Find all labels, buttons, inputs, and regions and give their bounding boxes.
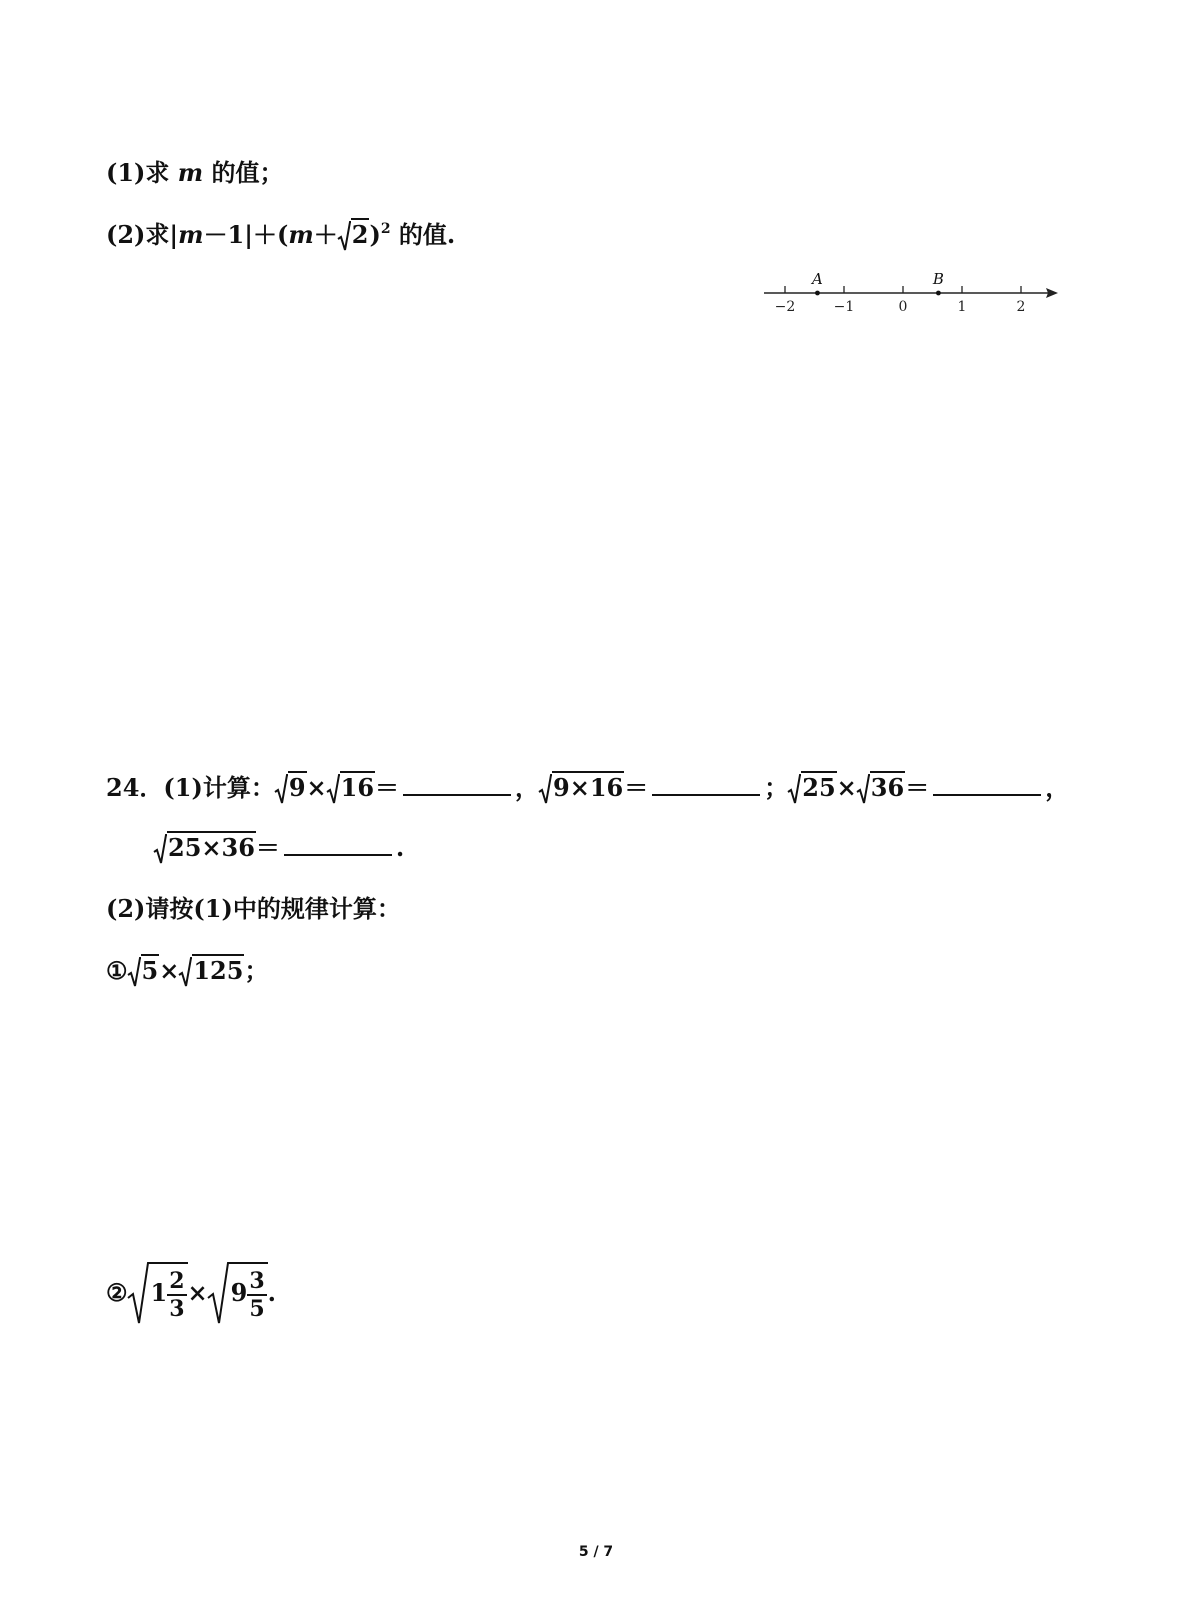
sqrt-mixed-9-3-5	[208, 1262, 268, 1324]
fraction-3-5-numerator: 3	[249, 1267, 265, 1294]
sqrt-mixed-1-radicand	[150, 1262, 188, 1322]
q23-part2-tail: 的值.	[390, 220, 456, 249]
page-number: 5 / 7	[578, 1544, 614, 1560]
q23-part1-text2: 的值；	[203, 158, 284, 187]
q23-part1-num: (1)	[106, 158, 146, 187]
q23-part2-plus: ＋	[313, 220, 338, 249]
sqrt-2-radicand: 2	[351, 220, 369, 249]
equals-4: ＝	[255, 833, 280, 862]
sqrt-36	[857, 771, 905, 805]
q23-part2-m1: m	[178, 220, 204, 249]
sqrt-mixed-9-radicand	[230, 1262, 268, 1322]
sqrt-36-radicand: 36	[870, 773, 905, 802]
item1-mark: ①	[106, 956, 128, 985]
answer-blank-2[interactable]	[652, 770, 760, 796]
q24-part2-label: (2)请按(1)中的规律计算：	[106, 894, 401, 923]
mixed-1-whole: 1	[150, 1278, 168, 1307]
sqrt-125-radicand: 125	[193, 956, 244, 985]
sqrt-mixed-1-2-3	[128, 1262, 188, 1324]
sep-1: ，	[515, 773, 540, 802]
sqrt-125	[179, 954, 244, 988]
q24-part1-line1	[106, 770, 1069, 805]
answer-blank-1[interactable]	[403, 770, 511, 796]
point-B	[936, 291, 941, 296]
times-3: ×	[836, 773, 857, 802]
fraction-2-3	[167, 1268, 186, 1322]
point-A	[815, 291, 820, 296]
equals-2: ＝	[624, 773, 649, 802]
fraction-2-3-denominator: 3	[169, 1295, 185, 1322]
q24-part2-item2	[106, 1262, 276, 1324]
sqrt-5-radicand: 5	[141, 956, 159, 985]
point-label-A: A	[812, 270, 823, 288]
q23-part2-num: (2)	[106, 220, 146, 249]
tick-label-1: −1	[833, 299, 855, 315]
sqrt-2	[338, 218, 370, 252]
q23-part2	[106, 218, 455, 256]
sqrt-16	[327, 771, 375, 805]
item1-times: ×	[159, 956, 180, 985]
tick-label-0: −2	[774, 299, 796, 315]
item2-mark: ②	[106, 1278, 128, 1307]
equals-3: ＝	[905, 773, 930, 802]
fraction-3-5-denominator: 5	[249, 1295, 265, 1322]
q23-part1-var: m	[177, 158, 204, 187]
q23-part2-close: )	[369, 220, 381, 249]
q24-part1-line2	[154, 830, 404, 865]
sqrt-16-radicand: 16	[340, 773, 375, 802]
q23-part1-text1: 求	[145, 158, 178, 187]
q23-part1	[106, 156, 284, 190]
fraction-3-5	[247, 1268, 266, 1322]
tick-label-3: 1	[957, 299, 967, 315]
q23-part2-text1: 求|	[145, 220, 179, 249]
number-line	[760, 268, 1070, 318]
fraction-2-3-numerator: 2	[169, 1267, 185, 1294]
item1-end: ；	[244, 956, 269, 985]
end-4: .	[395, 833, 405, 862]
answer-blank-3[interactable]	[933, 770, 1041, 796]
times-1: ×	[306, 773, 327, 802]
equals-1: ＝	[375, 773, 400, 802]
q24-part1-label: (1)计算：	[163, 773, 275, 802]
sqrt-25x36	[154, 831, 256, 865]
answer-blank-4[interactable]	[284, 830, 392, 856]
q23-part2-minus1: －1|＋(	[203, 220, 289, 249]
item2-times: ×	[187, 1278, 208, 1307]
sqrt-9-radicand: 9	[288, 773, 306, 802]
sqrt-5	[128, 954, 160, 988]
tick-label-2: 0	[898, 299, 908, 315]
sep-2: ；	[764, 773, 789, 802]
sqrt-9x16	[539, 771, 624, 805]
item2-end: .	[267, 1278, 277, 1307]
q23-part2-exp: 2	[380, 221, 391, 237]
sqrt-9	[275, 771, 307, 805]
point-label-B: B	[932, 270, 944, 288]
mixed-9-whole: 9	[230, 1278, 248, 1307]
q23-part2-m2: m	[288, 220, 314, 249]
sqrt-25x36-radicand: 25×36	[168, 833, 255, 862]
sqrt-25	[788, 771, 836, 805]
q24-part2-item1	[106, 954, 268, 988]
sqrt-25-radicand: 25	[802, 773, 836, 802]
tick-label-4: 2	[1016, 299, 1026, 315]
sep-3: ，	[1045, 773, 1070, 802]
sqrt-9x16-radicand: 9×16	[553, 773, 624, 802]
q24-number: 24．	[106, 773, 164, 802]
